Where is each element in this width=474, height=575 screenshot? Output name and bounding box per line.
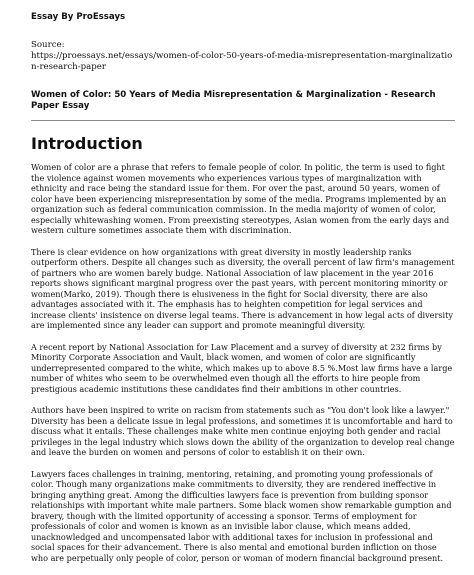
body-paragraph: There is clear evidence on how organizations with great diversity in mostly leadership ranks outperform others. Despite all changes such as diversity, the overall percent of law firm's management of partners who are women barely budge. National Association of law placement in the year 2016 reports shows significant marginal progress over the past years, with percent monitoring minority or women(Marko, 2019). Though there is elusiveness in the fight for Social diversity, there are also advantages associated with it. The emphasis has to heighten competition for legal services and increase clients' insistence on diverse legal teams. There is advancement in how legal acts of diversity are implemented since any leader can support and promote meaningful diversity. bbox=[31, 246, 455, 330]
document-title: Women of Color: 50 Years of Media Misrepresentation & Marginalization - Research Paper Essay bbox=[31, 90, 436, 111]
site-brand: Essay By ProEssays bbox=[31, 12, 126, 22]
body-paragraph: Authors have been inspired to write on racism from statements such as "You don't look like a lawyer." Diversity has been a delicate issue in legal professions, and sometimes it is uncomfortable and hard to discuss what it entails. These challenges make white men continue enjoying both gender and racial privileges in the legal industry which slows down the ability of the organization to develop real change and leave the burden on women and persons of color to establish it on their own. bbox=[31, 405, 455, 457]
source-label: Source: bbox=[31, 40, 65, 50]
body-paragraph: Women of color are a phrase that refers to female people of color. In politic, the term is used to fight the violence against women movements who experiences various types of marginalization with ethnicity and race being the standard issue for them. For over the past, around 50 years, women of color have been experiencing misrepresentation by some of the media. Programs implemented by an organization such as federal communication commission. In the media majority of women of color, especially whitewashing women. From preexisting stereotypes, Asian women from the early days and western culture sometimes associate them with discrimination. bbox=[31, 162, 450, 235]
source-url[interactable]: https://proessays.net/essays/women-of-color-50-years-of-media-misrepresentation-marginalization-research-paper bbox=[31, 51, 453, 72]
body-paragraph: A recent report by National Association for Law Placement and a survey of diversity at 232 firms by Minority Corporate Association and Vault, black women, and women of color are significantly underrepresented compared to the white, which makes up to above 8.5 %.Most law firms have a large number of whites who seem to be overwhelmed even though all the efforts to hire people from prestigious academic institutions these candidates find their ambitions in other countries. bbox=[31, 341, 453, 394]
title-divider bbox=[31, 120, 455, 121]
section-heading: Introduction bbox=[31, 134, 143, 153]
body-paragraph: Lawyers faces challenges in training, mentoring, retaining, and promoting young professionals of color. Though many organizations make commitments to diversity, they are rendered ineffective in bringing anything great. Among the difficulties lawyers face is prevention from building sponsor relationships with important white male partners. Some black women show remarkable gumption and bravery, though with the limited opportunity of accessing a sponsor. Terms of employment for professionals of color and women is known as an invisible labor clause, which means added, unacknowledged and uncompensated labor with additional taxes for inclusion in professional and social spaces for their advancement. There is also mental and emotional burden infliction on those who are perpetually only people of color, person or woman of modern financial background present. bbox=[31, 468, 452, 563]
